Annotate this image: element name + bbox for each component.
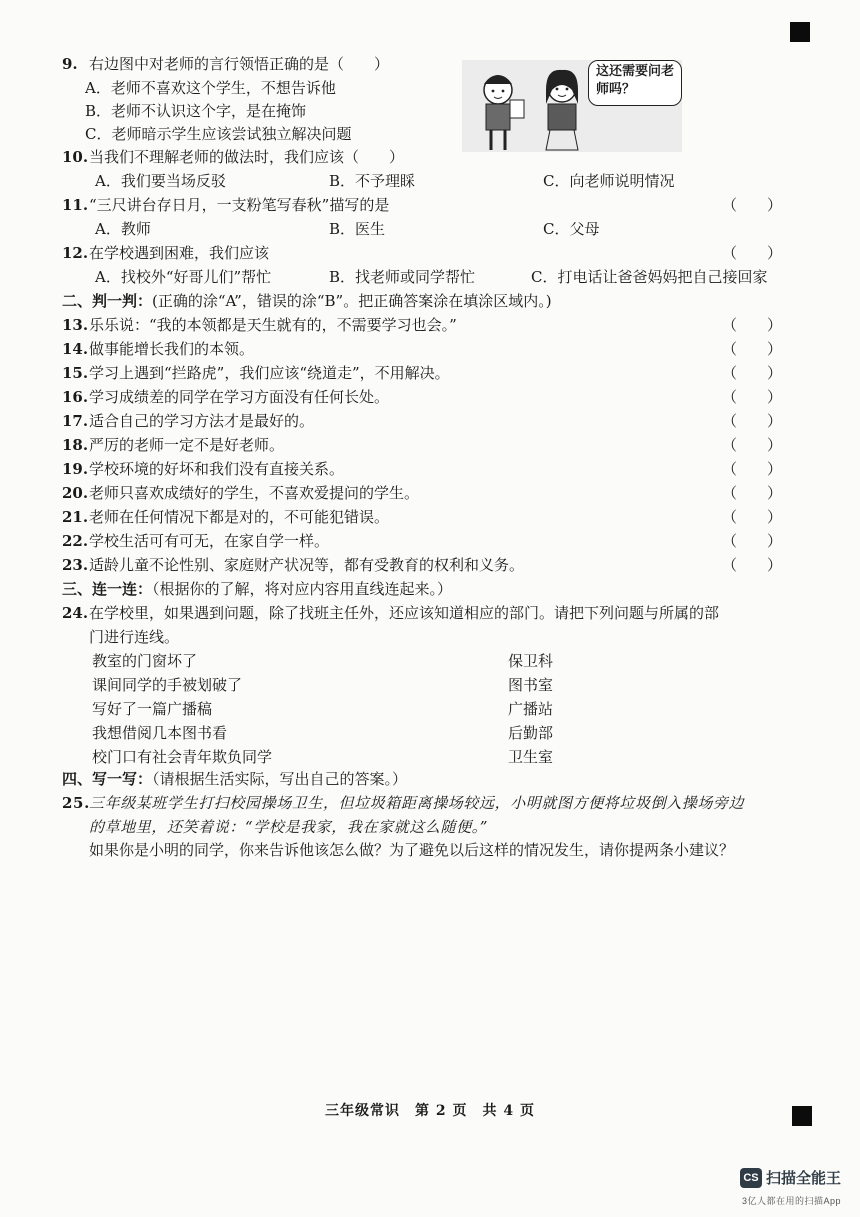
question-stem: 学校环境的好坏和我们没有直接关系。 <box>89 460 345 478</box>
page-footer: 三年级常识 第 2 页 共 4 页 <box>325 1103 535 1119</box>
question-stem: “三尺讲台存日月，一支粉笔写春秋”描写的是 <box>89 196 390 214</box>
option-c: C．向老师说明情况 <box>543 172 675 190</box>
section-instruction: （根据你的了解，将对应内容用直线连起来。） <box>152 580 453 598</box>
question-stem: 乐乐说：“我的本领都是天生就有的，不需要学习也会。” <box>89 316 457 334</box>
question-stem: 严厉的老师一定不是好老师。 <box>89 436 285 454</box>
question-stem: 右边图中对老师的言行领悟正确的是（ ） <box>89 55 390 73</box>
question-stem-continued: 的草地里，还笑着说：“学校是我家，我在家就这么随便。” <box>89 818 489 836</box>
camscanner-logo-icon: CS <box>740 1168 762 1188</box>
answer-paren: （ ） <box>722 460 783 478</box>
judge-item <box>62 531 329 551</box>
question-12 <box>62 243 269 263</box>
option-b: B．老师不认识这个字，是在掩饰 <box>85 102 307 120</box>
question-stem: 三年级某班学生打扫校园操场卫生，但垃圾箱距离操场较远，小明就图方便将垃圾倒入操场旁边 <box>89 794 745 812</box>
question-stem: 当我们不理解老师的做法时，我们应该（ ） <box>89 148 405 166</box>
question-stem: 老师在任何情况下都是对的，不可能犯错误。 <box>89 508 390 526</box>
answer-paren: （ ） <box>722 388 783 406</box>
match-department-item: 广播站 <box>508 700 554 718</box>
option-c: C．老师暗示学生应该尝试独立解决问题 <box>85 125 352 143</box>
question-number: 10. <box>62 148 89 166</box>
question-number: 11. <box>62 196 89 214</box>
question-number: 14. <box>62 340 89 358</box>
section-instruction: （请根据生活实际，写出自己的答案。） <box>152 770 408 788</box>
judge-item <box>62 411 314 431</box>
question-stem: 学校生活可有可无，在家自学一样。 <box>89 532 330 550</box>
match-department-item: 图书室 <box>508 676 554 694</box>
match-problem-item: 校门口有社会青年欺负同学 <box>92 748 273 766</box>
question-number: 17. <box>62 412 89 430</box>
scanner-tagline: 3亿人都在用的扫描App <box>742 1196 842 1206</box>
question-stem-continued: 门进行连线。 <box>89 628 180 646</box>
answer-paren: （ ） <box>722 340 783 358</box>
question-stem: 在学校里，如果遇到问题，除了找班主任外，还应该知道相应的部门。请把下列问题与所属的部 <box>89 604 720 622</box>
judge-item <box>62 387 389 407</box>
question-number: 16. <box>62 388 89 406</box>
section-match-heading <box>62 579 452 599</box>
match-problem-item: 课间同学的手被划破了 <box>92 676 243 694</box>
option-a: A．我们要当场反驳 <box>95 172 226 190</box>
question-number: 23. <box>62 556 89 574</box>
question-10 <box>62 147 404 167</box>
question-number: 12. <box>62 244 89 262</box>
question-number: 9. <box>62 55 78 73</box>
question-stem: 在学校遇到困难，我们应该 <box>89 244 270 262</box>
answer-paren: （ ） <box>722 196 783 214</box>
judge-item <box>62 339 254 359</box>
match-department-item: 保卫科 <box>508 652 554 670</box>
question-11 <box>62 195 389 215</box>
option-a: A．教师 <box>95 220 151 238</box>
question-number: 25. <box>62 794 90 812</box>
question-prompt: 如果你是小明的同学，你来告诉他该怎么做？为了避免以后这样的情况发生，请你提两条小建议？ <box>89 841 735 859</box>
option-c: C．父母 <box>543 220 600 238</box>
judge-item <box>62 315 457 335</box>
section-write-heading <box>62 769 407 789</box>
section-title: 四、写一写： <box>62 770 153 788</box>
match-department-item: 后勤部 <box>508 724 554 742</box>
option-a: A．老师不喜欢这个学生，不想告诉他 <box>85 79 336 97</box>
question-number: 18. <box>62 436 89 454</box>
question-24 <box>62 603 719 623</box>
scanner-brand: 扫描全能王 <box>766 1170 842 1187</box>
answer-paren: （ ） <box>722 412 783 430</box>
question-number: 13. <box>62 316 89 334</box>
judge-item <box>62 363 450 383</box>
alignment-marker <box>792 1106 812 1126</box>
match-problem-item: 我想借阅几本图书看 <box>92 724 228 742</box>
question-number: 20. <box>62 484 89 502</box>
question-9 <box>62 54 389 74</box>
question-stem: 适龄儿童不论性别、家庭财产状况等，都有受教育的权利和义务。 <box>89 556 525 574</box>
option-a: A．找校外“好哥儿们”帮忙 <box>95 268 272 286</box>
answer-paren: （ ） <box>722 508 783 526</box>
answer-paren: （ ） <box>722 556 783 574</box>
question-25 <box>62 792 744 814</box>
judge-item <box>62 435 284 455</box>
question-number: 22. <box>62 532 89 550</box>
question-stem: 老师只喜欢成绩好的学生，不喜欢爱提问的学生。 <box>89 484 420 502</box>
section-title: 二、判一判： <box>62 292 153 310</box>
judge-item <box>62 507 389 527</box>
option-b: B．不予理睬 <box>329 172 416 190</box>
option-c: C．打电话让爸爸妈妈把自己接回家 <box>531 268 768 286</box>
answer-paren: （ ） <box>722 364 783 382</box>
match-department-item: 卫生室 <box>508 748 554 766</box>
question-number: 21. <box>62 508 89 526</box>
question-stem: 做事能增长我们的本领。 <box>89 340 255 358</box>
question-number: 19. <box>62 460 89 478</box>
judge-item <box>62 483 419 503</box>
question-stem: 学习成绩差的同学在学习方面没有任何长处。 <box>89 388 390 406</box>
alignment-marker <box>790 22 810 42</box>
section-title: 三、连一连： <box>62 580 153 598</box>
question-stem: 学习上遇到“拦路虎”，我们应该“绕道走”，不用解决。 <box>89 364 450 382</box>
question-number: 15. <box>62 364 89 382</box>
speech-bubble-text: 这还需要问老师吗？ <box>596 64 675 97</box>
section-judge-heading <box>62 291 552 311</box>
judge-item <box>62 555 524 575</box>
answer-paren: （ ） <box>722 484 783 502</box>
match-problem-item: 写好了一篇广播稿 <box>92 700 213 718</box>
match-problem-item: 教室的门窗坏了 <box>92 652 198 670</box>
judge-item <box>62 459 344 479</box>
question-number: 24. <box>62 604 89 622</box>
question-stem: 适合自己的学习方法才是最好的。 <box>89 412 315 430</box>
answer-paren: （ ） <box>722 532 783 550</box>
option-b: B．医生 <box>329 220 386 238</box>
option-b: B．找老师或同学帮忙 <box>329 268 476 286</box>
section-instruction: (正确的涂“A”，错误的涂“B”。把正确答案涂在填涂区域内。) <box>152 292 552 310</box>
answer-paren: （ ） <box>722 244 783 262</box>
answer-paren: （ ） <box>722 316 783 334</box>
answer-paren: （ ） <box>722 436 783 454</box>
